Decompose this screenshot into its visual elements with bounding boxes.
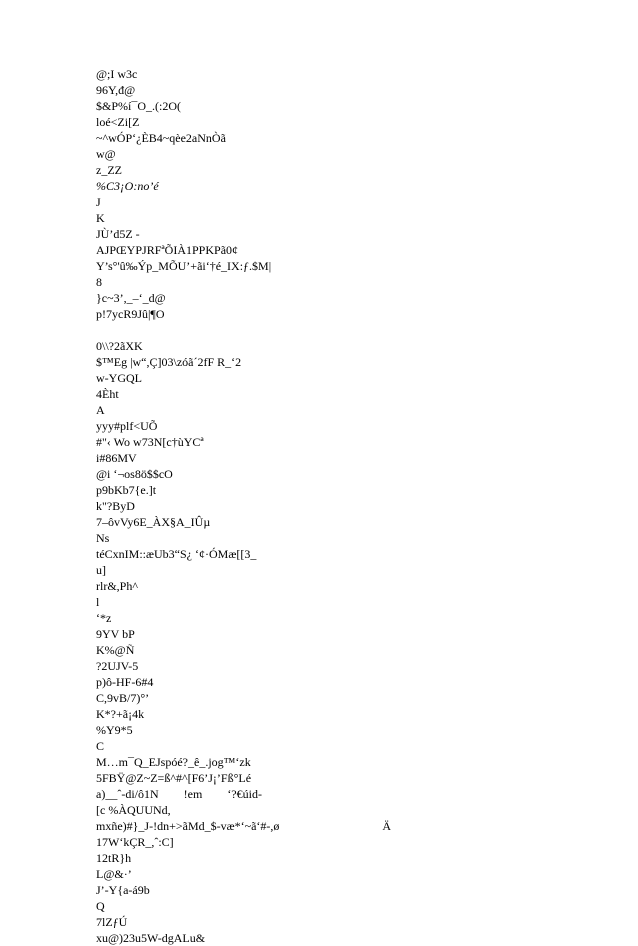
text-line: xu@)23u5W-dgALu& [96, 931, 206, 945]
text-line: p9bKb7{e.]t [96, 483, 157, 497]
split-row [96, 786, 616, 802]
text-line: K%@Ñ [96, 643, 135, 657]
text-line: 5FBŸ@Z~Z=ß^#^[F6’J¡’Fß°Lé [96, 771, 252, 785]
text-group-b [96, 338, 616, 786]
text-line: l [96, 595, 100, 609]
split-row-col-2: !em [183, 787, 203, 801]
text-line: @i ‘¬os8ö$$cO [96, 467, 173, 481]
text-line: z_ZZ [96, 163, 122, 177]
text-line: %Y9*5 [96, 723, 133, 737]
text-group-a [96, 66, 616, 322]
text-line: M…m¯Q_EJspóé?_ê_.jog™‘zk [96, 755, 251, 769]
text-line: C [96, 739, 105, 753]
text-line: L@&·’ [96, 867, 132, 881]
text-line: téCxnIM::æUb3“S¿ ‘¢·ÓMæ[[3_ [96, 547, 257, 561]
text-line: k"?ByD [96, 499, 135, 513]
text-line: J [96, 195, 101, 209]
text-line: ?2UJV-5 [96, 659, 139, 673]
text-line: C,9vB/7)°’ [96, 691, 150, 705]
text-line: 17W‘kÇR_,ˆ:C] [96, 835, 174, 849]
text-line: A [96, 403, 105, 417]
text-line: 96Y,đ@ [96, 83, 136, 97]
text-line: #"‹ Wo w73N[c†ùYCª [96, 435, 204, 449]
text-line: 4Èht [96, 387, 119, 401]
text-line: loé<Zi[Z [96, 115, 140, 129]
split-row-col-3: ‘?€úid- [227, 787, 262, 801]
split-row-2 [96, 818, 616, 834]
text-line: $&P%í¯O_.(:2O( [96, 99, 181, 113]
text-line: Ns [96, 531, 110, 545]
text-line: J’-Y{a-á9b [96, 883, 150, 897]
text-line: ~^wÓP‘¿ÈB4~qèe2aNnÒã [96, 131, 226, 145]
text-line: $™Eg |w“,Ç]03\zóã´2fF R_‘2 [96, 355, 242, 369]
text-line: p!7ycR9Jû|¶O [96, 307, 165, 321]
text-line: K [96, 211, 105, 225]
text-line: u] [96, 563, 106, 577]
text-line: rlr&,Ph^ [96, 579, 138, 593]
text-line: AJPŒYPJRFªÕIÀ1PPKPã0¢ [96, 243, 239, 257]
text-line: 8 [96, 275, 102, 289]
text-line: 7–ôvVy6E_ÀX§A_IÛµ [96, 515, 211, 529]
text-line: 9YV bP [96, 627, 135, 641]
text-line: [c %ÀQUUNd, [96, 803, 171, 817]
text-line: 7lZƒÚ [96, 915, 128, 929]
text-body [96, 66, 616, 946]
text-line: yyy#plf<UÕ [96, 419, 158, 433]
text-line: p)ô-HF-6#4 [96, 675, 154, 689]
text-group-d [96, 834, 616, 946]
text-line: Q [96, 899, 105, 913]
paragraph-gap [96, 322, 616, 338]
split-row-2-col-2: Ä [382, 819, 392, 833]
text-line: w@ [96, 147, 116, 161]
text-line: K*?+ã¡4k [96, 707, 145, 721]
text-line: 0\\?2ãXK [96, 339, 143, 353]
split-row-2-col-1: mxñe)#}_J-!dn+>ãMd_$-væ*‘~ã‘#-,ø [96, 819, 280, 833]
text-line: ‘*z [96, 611, 112, 625]
text-line: i#86MV [96, 451, 137, 465]
text-line: }c~3’,_–‘_d@ [96, 291, 166, 305]
text-line: %C3¡O:no’é [96, 179, 159, 193]
text-group-c [96, 802, 616, 818]
text-line: 12tR}h [96, 851, 132, 865]
text-line: @;I w3c [96, 67, 138, 81]
text-line: Y’s°'û‰Ýp_MÕU’+ãi‘†é_IX:ƒ.$M| [96, 259, 272, 273]
text-line: JÙ’d5Z - [96, 227, 140, 241]
split-row-col-1: a)__ˆ-di/ô1N [96, 787, 159, 801]
text-line: w-YGQL [96, 371, 142, 385]
